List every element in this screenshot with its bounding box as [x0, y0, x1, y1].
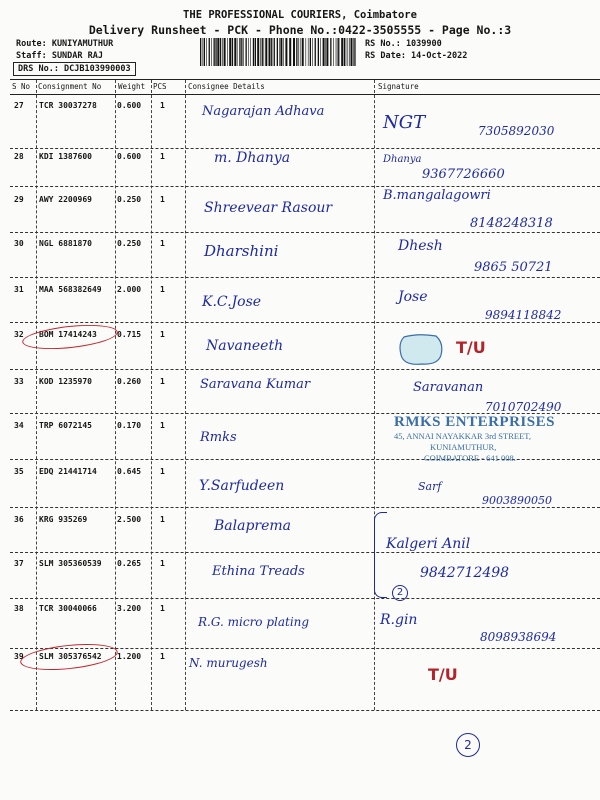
row-divider	[10, 232, 600, 233]
barcode-bar	[209, 38, 210, 66]
handwritten-name: m. Dhanya	[214, 150, 291, 166]
barcode-bar	[253, 38, 254, 66]
staff-field: Staff: SUNDAR RAJ	[16, 51, 103, 61]
handwritten-name: Shreevear Rasour	[204, 200, 333, 216]
barcode-bar	[344, 38, 345, 66]
barcode-bar	[302, 38, 304, 66]
handwritten-signature: Dhesh	[398, 238, 443, 254]
red-circle-mark	[19, 640, 119, 674]
barcode-bar	[257, 38, 259, 66]
barcode-bar	[222, 38, 223, 66]
barcode-bar	[354, 38, 355, 66]
barcode-bar	[204, 38, 205, 66]
company-stamp	[394, 414, 594, 464]
barcode-bar	[338, 38, 339, 66]
barcode-bar	[229, 38, 231, 66]
barcode-bar	[224, 38, 226, 66]
barcode-bar	[232, 38, 233, 66]
handwritten-name: Nagarajan Adhava	[202, 104, 325, 119]
stamp-line: 45, ANNAI NAYAKKAR 3rd STREET,	[394, 431, 531, 441]
barcode-bar	[269, 38, 271, 66]
barcode-bar	[298, 38, 299, 66]
handwritten-phone: 7305892030	[478, 124, 555, 138]
barcode-bar	[211, 38, 212, 66]
barcode-bar	[333, 38, 334, 66]
barcode-bar	[320, 38, 321, 66]
handwritten-signature: Sarf	[418, 480, 442, 493]
handwritten-phone: 9003890050	[482, 494, 552, 507]
barcode-bar	[353, 38, 354, 66]
handwritten-phone: 9842712498	[420, 565, 510, 581]
barcode-bar	[227, 38, 228, 66]
barcode-bar	[206, 38, 207, 66]
barcode-bar	[237, 38, 238, 66]
handwritten-signature: Kalgeri Anil	[386, 536, 471, 552]
barcode-bar	[264, 38, 265, 66]
runsheet-title: THE PROFESSIONAL COURIERS, Coimbatore	[183, 9, 417, 21]
col-divider	[374, 80, 375, 710]
handwritten-phone: 9367726660	[422, 167, 505, 182]
barcode-bar	[265, 38, 267, 66]
row-divider	[10, 148, 600, 149]
barcode-bar	[239, 38, 240, 66]
stamp-name: RMKS ENTERPRISES	[394, 414, 555, 430]
ink-smudge	[398, 333, 444, 367]
barcode-bar	[246, 38, 247, 66]
table-top-border	[10, 79, 600, 80]
barcode-bar	[217, 38, 219, 66]
row-divider	[10, 277, 600, 278]
barcode-bar	[289, 38, 291, 66]
barcode-bar	[215, 38, 216, 66]
handwritten-name: Dharshini	[204, 242, 279, 260]
barcode-bar	[337, 38, 338, 66]
runsheet-subtitle: Delivery Runsheet - PCK - Phone No.:0422-3505555 - Page No.:3	[88, 23, 512, 37]
handwritten-phone: 9865 50721	[474, 260, 553, 275]
barcode-bar	[326, 38, 328, 66]
barcode-bar	[306, 38, 307, 66]
handwritten-name: Rmks	[200, 430, 237, 445]
route-field: Route: KUNIYAMUTHUR	[16, 39, 114, 49]
col-consignee: Consignee Details	[188, 82, 265, 91]
handwritten-signature: Saravanan	[413, 380, 484, 395]
circled-number: 2	[392, 585, 408, 601]
brace-mark	[374, 512, 387, 598]
col-divider	[185, 80, 186, 710]
row-divider	[10, 322, 600, 323]
handwritten-signature: NGT	[383, 112, 426, 133]
col-sno: S No	[12, 82, 31, 91]
handwritten-name: K.C.Jose	[202, 294, 262, 310]
col-weight: Weight	[118, 82, 146, 91]
barcode-bar	[283, 38, 284, 66]
barcode-bar	[241, 38, 242, 66]
col-consignment: Consignment No	[38, 82, 102, 91]
row-divider	[10, 710, 600, 711]
barcode-bar	[300, 38, 301, 66]
col-pcs: PCS	[153, 82, 167, 91]
handwritten-phone: 7010702490	[485, 400, 562, 414]
barcode-bar	[271, 38, 272, 66]
table-header-border	[10, 94, 600, 95]
barcode-bar	[293, 38, 295, 66]
barcode-bar	[277, 38, 278, 66]
barcode	[200, 38, 358, 66]
handwritten-name: Navaneeth	[206, 338, 284, 354]
drs-field	[16, 62, 136, 76]
handwritten-name: Saravana Kumar	[200, 377, 311, 392]
barcode-bar	[285, 38, 287, 66]
handwritten-name: Ethina Treads	[212, 564, 305, 579]
barcode-bar	[234, 38, 236, 66]
barcode-bar	[318, 38, 319, 66]
handwritten-phone: 8148248318	[470, 216, 553, 231]
col-signature: Signature	[378, 82, 419, 91]
barcode-bar	[214, 38, 215, 66]
barcode-bar	[279, 38, 280, 66]
barcode-bar	[336, 38, 337, 66]
barcode-bar	[310, 38, 311, 66]
barcode-bar	[348, 38, 349, 66]
handwritten-phone: 8098938694	[480, 630, 557, 644]
barcode-bar	[325, 38, 326, 66]
barcode-bar	[349, 38, 350, 66]
handwritten-signature: B.mangalagowri	[383, 188, 491, 203]
barcode-bar	[248, 38, 249, 66]
drs-number: DRS No.: DCJB103990003	[13, 62, 136, 76]
barcode-bar	[200, 38, 201, 66]
row-divider	[10, 186, 600, 187]
barcode-bar	[243, 38, 244, 66]
barcode-bar	[262, 38, 263, 66]
barcode-bar	[308, 38, 309, 66]
row-divider	[10, 369, 600, 370]
handwritten-phone: 9894118842	[485, 308, 562, 322]
barcode-bar	[346, 38, 347, 66]
barcode-bar	[312, 38, 313, 66]
barcode-bar	[274, 38, 275, 66]
barcode-bar	[260, 38, 261, 66]
tu-mark: T/U	[428, 665, 458, 684]
stamp-line: KUNIAMUTHUR,	[430, 442, 497, 452]
row-divider	[10, 507, 600, 508]
rs-date-field: RS Date: 14-Oct-2022	[365, 51, 468, 61]
barcode-bar	[315, 38, 316, 66]
col-divider	[151, 80, 152, 710]
col-divider	[115, 80, 116, 710]
handwritten-name: R.G. micro plating	[198, 615, 310, 629]
tu-mark: T/U	[456, 338, 486, 357]
rs-no-field: RS No.: 1039900	[365, 39, 442, 49]
handwritten-name: N. murugesh	[189, 656, 268, 670]
barcode-bar	[323, 38, 325, 66]
barcode-bar	[250, 38, 251, 66]
barcode-bar	[220, 38, 221, 66]
meta-left	[16, 38, 136, 76]
barcode-bar	[330, 38, 331, 66]
barcode-bar	[203, 38, 204, 66]
handwritten-name: Balaprema	[214, 518, 292, 534]
row-divider	[10, 552, 600, 553]
barcode-bar	[296, 38, 297, 66]
handwritten-signature: R.gin	[380, 612, 418, 628]
circled-page-number: 2	[456, 733, 480, 757]
stamp-line: COIMBATORE - 641 008.	[424, 453, 516, 463]
barcode-bar	[255, 38, 256, 66]
barcode-bar	[341, 38, 343, 66]
handwritten-signature: Jose	[398, 289, 428, 305]
row-divider	[10, 598, 600, 599]
col-divider	[36, 80, 37, 710]
barcode-bar	[351, 38, 353, 66]
meta-right	[365, 38, 467, 62]
barcode-bar	[280, 38, 282, 66]
handwritten-signature: Dhanya	[383, 154, 422, 165]
handwritten-name: Y.Sarfudeen	[199, 478, 285, 494]
